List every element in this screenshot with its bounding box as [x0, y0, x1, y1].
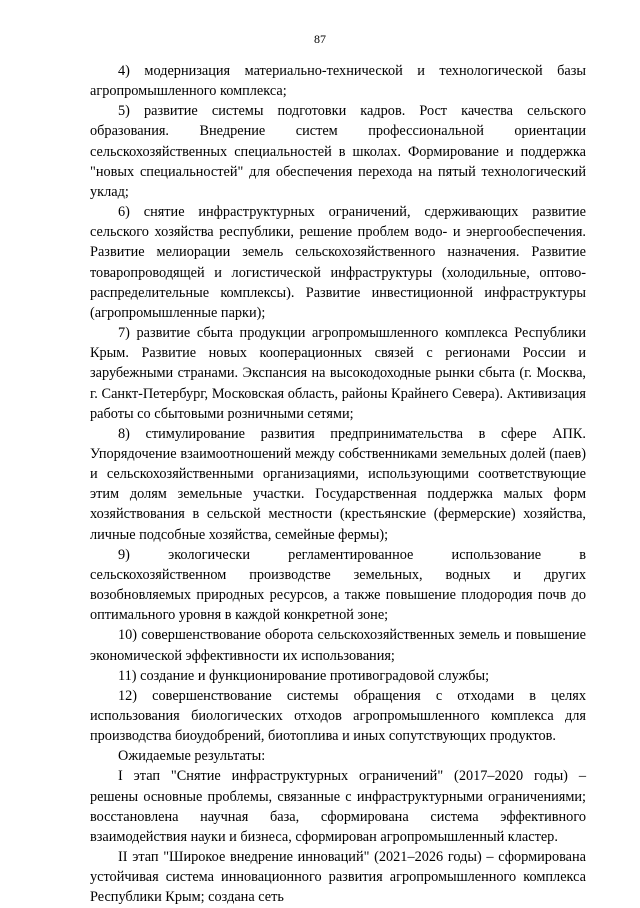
paragraph-item-12: 12) совершенствование системы обращения с отходами в целях использования биологических отходов агропромышленного комплекса для производства биоудобрений, биотоплива и иных сопутствующих продуктов.	[90, 687, 586, 745]
paragraph-item-4: 4) модернизация материально-технической и технологической базы агропромышленного комплекса;	[90, 63, 586, 100]
paragraph-item-9: 9) экологически регламентированное использование в сельскохозяйственном производстве земельных, водных и других возобновляемых природных ресурсов, а также повышение плодородия почв до оптимального уровня в каждой конкретной зоне;	[90, 546, 586, 624]
paragraph-item-10: 10) совершенствование оборота сельскохозяйственных земель и повышение экономической эффективности их использования;	[90, 627, 586, 664]
paragraph-item-11: 11) создание и функционирование противоградовой службы;	[118, 667, 490, 684]
paragraph-item-8: 8) стимулирование развития предпринимательства в сфере АПК. Упорядочение взаимоотношений между собственниками земельных долей (паев) и сельскохозяйственными организациями, использующими соответствующие этим долям земельные участки. Государственная поддержка малых форм хозяйствования в сельской местности (крестьянские (фермерские) хозяйства, личные подсобные хозяйства, семейные фермы);	[90, 425, 586, 543]
stage-2-paragraph: II этап "Широкое внедрение инноваций" (2021–2026 годы) – сформирована устойчивая система инновационного развития агропромышленного комплекса Республики Крым; создана сеть	[90, 849, 586, 906]
stage-1-paragraph: I этап "Снятие инфраструктурных ограничений" (2017–2020 годы) – решены основные проблемы, связанные с инфраструктурными ограничениями; восстановлена научная база, сформирована система эффективного взаимодействия науки и бизнеса, сформирован агропромышленный кластер.	[90, 768, 586, 845]
paragraph-item-5: 5) развитие системы подготовки кадров. Рост качества сельского образования. Внедрение систем профессиональной ориентации сельскохозяйственных специальностей в школах. Формирование и поддержка "новых специальностей" для обеспечения перехода на пятый технологический уклад;	[90, 103, 586, 200]
paragraph-item-7: 7) развитие сбыта продукции агропромышленного комплекса Республики Крым. Развитие новых кооперационных связей с регионами России и зарубежными странами. Экспансия на высокодоходные рынки сбыта (г. Москва, г. Санкт-Петербург, Московская область, районы Крайнего Севера). Активизация работы со сбытовыми розничными сетями;	[90, 325, 586, 422]
expected-results-heading: Ожидаемые результаты:	[118, 748, 266, 765]
document-body	[90, 61, 586, 908]
page-number: 87	[314, 32, 326, 46]
paragraph-item-6: 6) снятие инфраструктурных ограничений, сдерживающих развитие сельского хозяйства республики, решение проблем водо- и энергообеспечения. Развитие мелиорации земель сельскохозяйственного назначения. Развитие товаропроводящей и логистической инфраструктуры (холодильные, оптово-распределительные комплексы). Развитие инвестиционной инфраструктуры (агропромышленные парки);	[90, 204, 586, 321]
